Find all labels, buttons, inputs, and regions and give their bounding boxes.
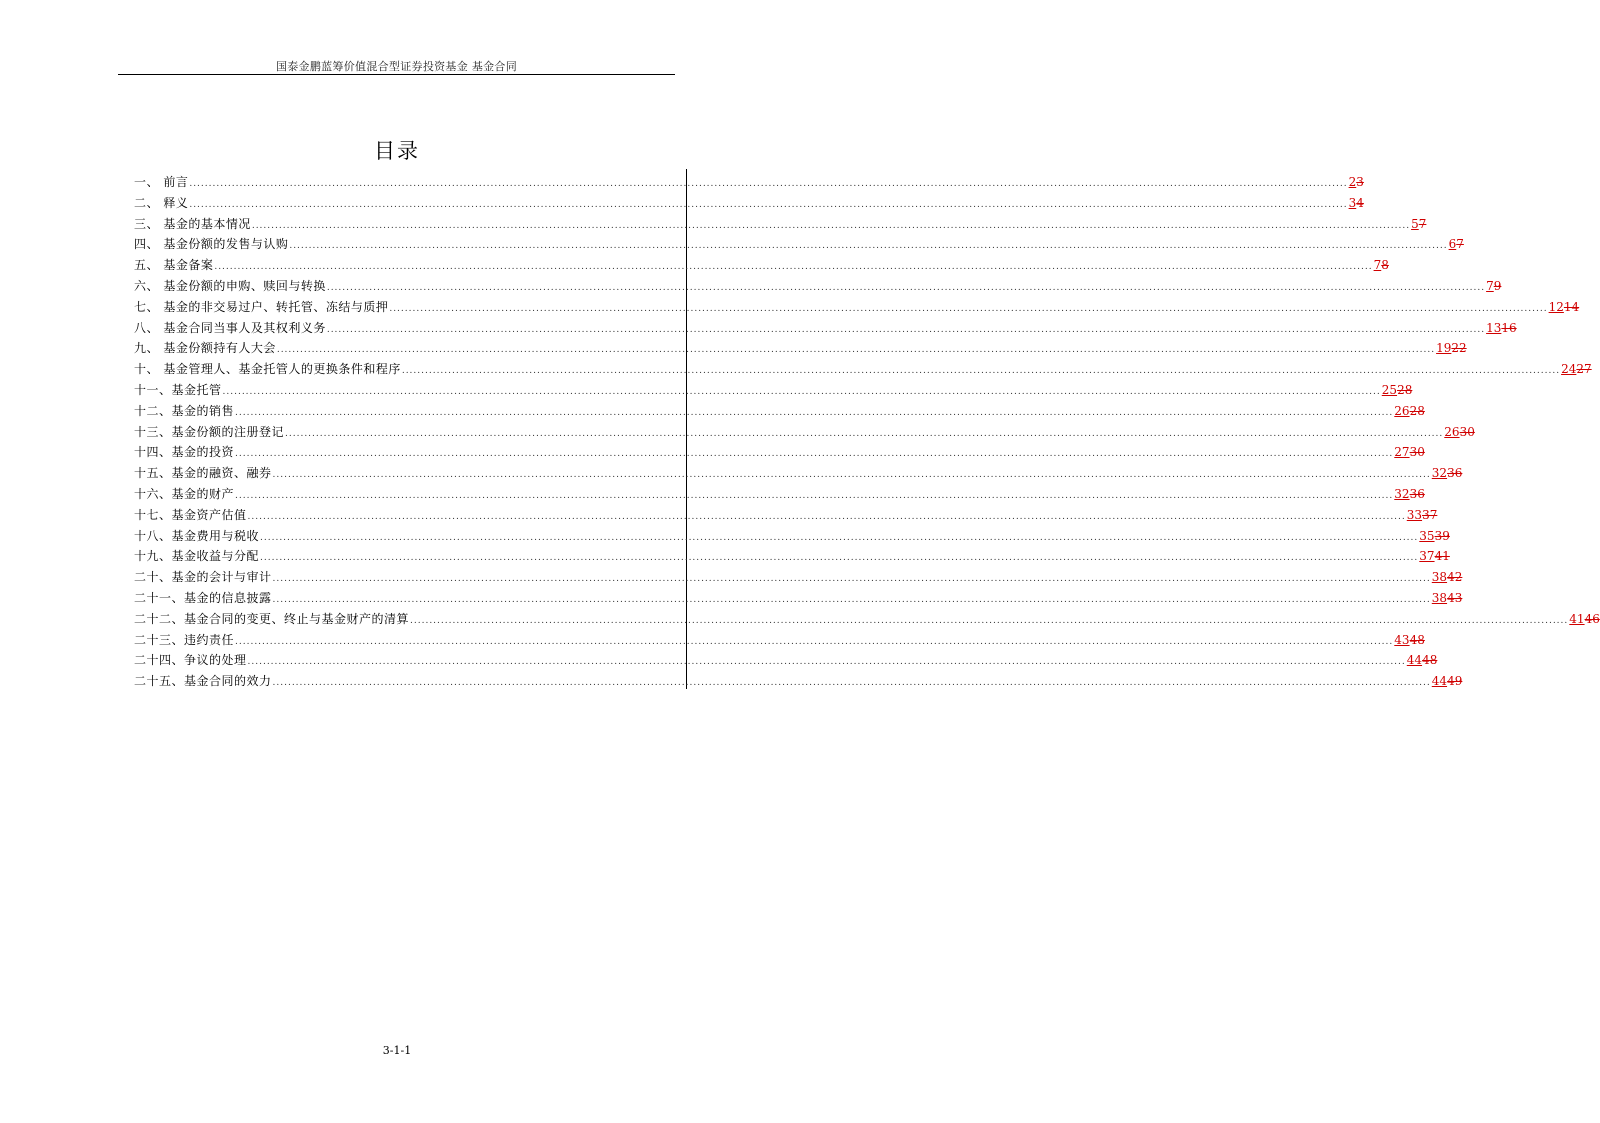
toc-entry[interactable] [134,255,1389,276]
toc-entry-label: 二十一、基金的信息披露 [134,590,272,605]
toc-entry[interactable] [134,422,1475,443]
dot-leader: ............................................................................................................................................................................................................................................................................................................ [247,657,1406,668]
dot-leader: ............................................................................................................................................................................................................................................................................................................ [410,615,1569,626]
page-number-deleted: 7 [1418,216,1427,231]
toc-entry-page[interactable] [1394,401,1425,422]
page-number-deleted: 43 [1447,590,1463,605]
toc-entry[interactable] [134,546,1450,567]
dot-leader: ............................................................................................................................................................................................................................................................................................................ [222,386,1381,397]
toc-entry-label: 七、 基金的非交易过户、转托管、冻结与质押 [134,299,389,314]
dot-leader: ............................................................................................................................................................................................................................................................................................................ [189,199,1348,210]
dot-leader: ............................................................................................................................................................................................................................................................................................................ [235,449,1394,460]
toc-entry-page[interactable] [1449,234,1464,255]
toc-entry-label: 二十五、基金合同的效力 [134,674,272,689]
toc-entry[interactable] [134,234,1464,255]
toc-entry[interactable] [134,297,1580,318]
page-number-inserted: 35 [1419,528,1435,543]
toc-title: 目录 [374,139,420,163]
toc-entry-page[interactable] [1407,650,1438,671]
dot-leader: ............................................................................................................................................................................................................................................................................................................ [235,636,1394,647]
page-number-deleted: 4 [1356,195,1364,210]
toc-entry-page[interactable] [1486,318,1517,339]
toc-entry-page[interactable] [1349,193,1364,214]
page-number-deleted: 37 [1422,507,1438,522]
page-number-deleted: 49 [1447,674,1463,689]
dot-leader: ............................................................................................................................................................................................................................................................................................................ [389,303,1548,314]
toc-entry-label: 九、 基金份额持有人大会 [134,341,276,356]
toc-entry-page[interactable] [1407,505,1438,526]
dot-leader: ............................................................................................................................................................................................................................................................................................................ [272,678,1431,689]
page-number-deleted: 9 [1493,278,1502,293]
toc-entry-label: 二十三、违约责任 [134,632,235,647]
toc-entry-label: 二十、基金的会计与审计 [134,570,272,585]
toc-entry-label: 二、 释义 [134,195,189,210]
page-number-deleted: 16 [1501,320,1517,335]
toc-entry-page[interactable] [1419,526,1450,547]
toc-entry-page[interactable] [1436,338,1467,359]
toc-entry-label: 二十二、基金合同的变更、终止与基金财产的清算 [134,611,410,626]
page-number-inserted: 3 [1348,195,1357,210]
toc-entry[interactable] [134,671,1463,692]
page-number-deleted: 30 [1409,445,1425,460]
dot-leader: ............................................................................................................................................................................................................................................................................................................ [276,345,1436,356]
toc-entry[interactable] [134,338,1467,359]
toc-entry[interactable] [134,318,1517,339]
page-number-inserted: 44 [1431,674,1448,689]
toc-entry-label: 十七、基金资产估值 [134,507,247,522]
toc-entry[interactable] [134,588,1463,609]
dot-leader: ............................................................................................................................................................................................................................................................................................................ [289,241,1448,252]
page-number-deleted: 28 [1409,403,1425,418]
toc-entry[interactable] [134,484,1425,505]
toc-entry[interactable] [134,505,1438,526]
toc-entry-label: 四、 基金份额的发售与认购 [134,237,289,252]
dot-leader: ............................................................................................................................................................................................................................................................................................................ [260,553,1419,564]
toc-entry[interactable] [134,359,1592,380]
toc-entry-label: 十五、基金的融资、融券 [134,466,272,481]
toc-entry[interactable] [134,463,1463,484]
page-number-inserted: 32 [1431,466,1448,481]
dot-leader: ............................................................................................................................................................................................................................................................................................................ [247,511,1406,522]
toc-entry-page[interactable] [1374,255,1389,276]
page-number-inserted: 38 [1431,570,1448,585]
toc-entry[interactable] [134,442,1425,463]
page-number-deleted: 28 [1397,382,1413,397]
toc-entry-page[interactable] [1411,214,1426,235]
toc-entry-label: 五、 基金备案 [134,258,214,273]
page-number-inserted: 12 [1548,299,1564,314]
page-number-inserted: 41 [1569,611,1585,626]
page-number-deleted: 42 [1447,570,1463,585]
toc-entry-label: 十八、基金费用与税收 [134,528,260,543]
toc-entry-label: 十三、基金份额的注册登记 [134,424,285,439]
running-header: 国泰金鹏蓝筹价值混合型证券投资基金 基金合同 [275,60,518,73]
toc-entry[interactable] [134,609,1600,630]
dot-leader: ............................................................................................................................................................................................................................................................................................................ [251,220,1411,231]
toc-entry-label: 三、 基金的基本情况 [134,216,251,231]
toc-entry-page[interactable] [1486,276,1501,297]
toc-entry[interactable] [134,650,1438,671]
page-number-inserted: 37 [1419,549,1435,564]
page-number-deleted: 22 [1451,341,1467,356]
toc-entry-page[interactable] [1394,484,1425,505]
toc-entry[interactable] [134,401,1425,422]
page-number-inserted: 43 [1394,632,1410,647]
header-rule [118,74,675,75]
toc-entry-label: 八、 基金合同当事人及其权利义务 [134,320,326,335]
toc-entry-page[interactable] [1419,546,1450,567]
toc-entry-label: 十九、基金收益与分配 [134,549,260,564]
dot-leader: ............................................................................................................................................................................................................................................................................................................ [326,282,1486,293]
toc-entry-page[interactable] [1394,442,1425,463]
page-number-inserted: 7 [1373,258,1382,273]
page-number-deleted: 48 [1409,632,1425,647]
page-number-inserted: 5 [1411,216,1419,231]
dot-leader: ............................................................................................................................................................................................................................................................................................................ [235,490,1394,501]
page-number-inserted: 44 [1406,653,1423,668]
toc-entry[interactable] [134,276,1502,297]
toc-entry-label: 十六、基金的财产 [134,486,235,501]
toc-entry-label: 一、 前言 [134,175,189,189]
toc-entry-label: 十四、基金的投资 [134,445,235,460]
page-number-inserted: 27 [1394,445,1410,460]
page-number-deleted: 14 [1563,299,1580,314]
page-number-deleted: 36 [1409,486,1425,501]
page-number-inserted: 2 [1348,175,1357,189]
page-number-deleted: 39 [1434,528,1450,543]
toc-entry-label: 十一、基金托管 [134,382,222,397]
toc-entry-label: 二十四、争议的处理 [134,653,247,668]
page-number-inserted: 13 [1486,320,1502,335]
page-number-inserted: 32 [1394,486,1410,501]
toc-entry-label: 六、 基金份额的申购、赎回与转换 [134,278,326,293]
toc-entry-page[interactable] [1394,630,1425,651]
page-number-inserted: 38 [1431,590,1448,605]
dot-leader: ............................................................................................................................................................................................................................................................................................................ [326,324,1486,335]
dot-leader: ............................................................................................................................................................................................................................................................................................................ [401,366,1561,377]
page-number-deleted: 48 [1422,653,1438,668]
dot-leader: ............................................................................................................................................................................................................................................................................................................ [272,470,1431,481]
page-number-deleted: 36 [1447,466,1463,481]
dot-leader: ............................................................................................................................................................................................................................................................................................................ [272,594,1431,605]
toc-entry-page[interactable] [1432,671,1463,692]
toc-entry-label: 十、 基金管理人、基金托管人的更换条件和程序 [134,362,401,377]
page-number-deleted: 46 [1584,611,1600,626]
page-number-inserted: 33 [1406,507,1423,522]
page-number-inserted: 24 [1561,362,1577,377]
page-number-deleted: 27 [1576,362,1592,377]
toc-entry-page[interactable] [1432,588,1463,609]
page-number-inserted: 6 [1448,237,1457,252]
toc-entry-page[interactable] [1561,359,1592,380]
page-number-deleted: 7 [1456,237,1464,252]
toc-entry-page[interactable] [1549,297,1580,318]
page-number-deleted: 30 [1459,424,1475,439]
toc-entry-label: 十二、基金的销售 [134,403,235,418]
dot-leader: ............................................................................................................................................................................................................................................................................................................ [285,428,1444,439]
page-number-inserted: 25 [1381,382,1398,397]
toc-entry-page[interactable] [1432,567,1463,588]
dot-leader: ............................................................................................................................................................................................................................................................................................................ [189,179,1348,189]
toc-entry-page[interactable] [1444,422,1475,443]
page-number-inserted: 7 [1486,278,1494,293]
dot-leader: ............................................................................................................................................................................................................................................................................................................ [214,262,1373,273]
toc-entry[interactable] [134,567,1463,588]
page-number-inserted: 19 [1436,341,1452,356]
page-number-inserted: 26 [1394,403,1410,418]
toc-entry-page[interactable] [1569,609,1600,630]
toc-entry[interactable] [134,193,1364,214]
page-number-deleted: 41 [1434,549,1450,564]
dot-leader: ............................................................................................................................................................................................................................................................................................................ [235,407,1394,418]
toc-entry-page[interactable] [1382,380,1413,401]
toc-entry[interactable] [134,172,1364,193]
page-number-deleted: 3 [1356,175,1364,189]
toc-entry[interactable] [134,380,1413,401]
page-number-deleted: 8 [1381,258,1389,273]
page-number-inserted: 26 [1444,424,1460,439]
dot-leader: ............................................................................................................................................................................................................................................................................................................ [260,532,1419,543]
toc-entry[interactable] [134,214,1427,235]
toc-entry[interactable] [134,630,1425,651]
dot-leader: ............................................................................................................................................................................................................................................................................................................ [272,574,1431,585]
toc-entry-page[interactable] [1349,172,1364,193]
toc-entry-page[interactable] [1432,463,1463,484]
toc-entry[interactable] [134,526,1450,547]
table-of-contents [134,172,1600,692]
page-number: 3-1-1 [382,1044,412,1057]
